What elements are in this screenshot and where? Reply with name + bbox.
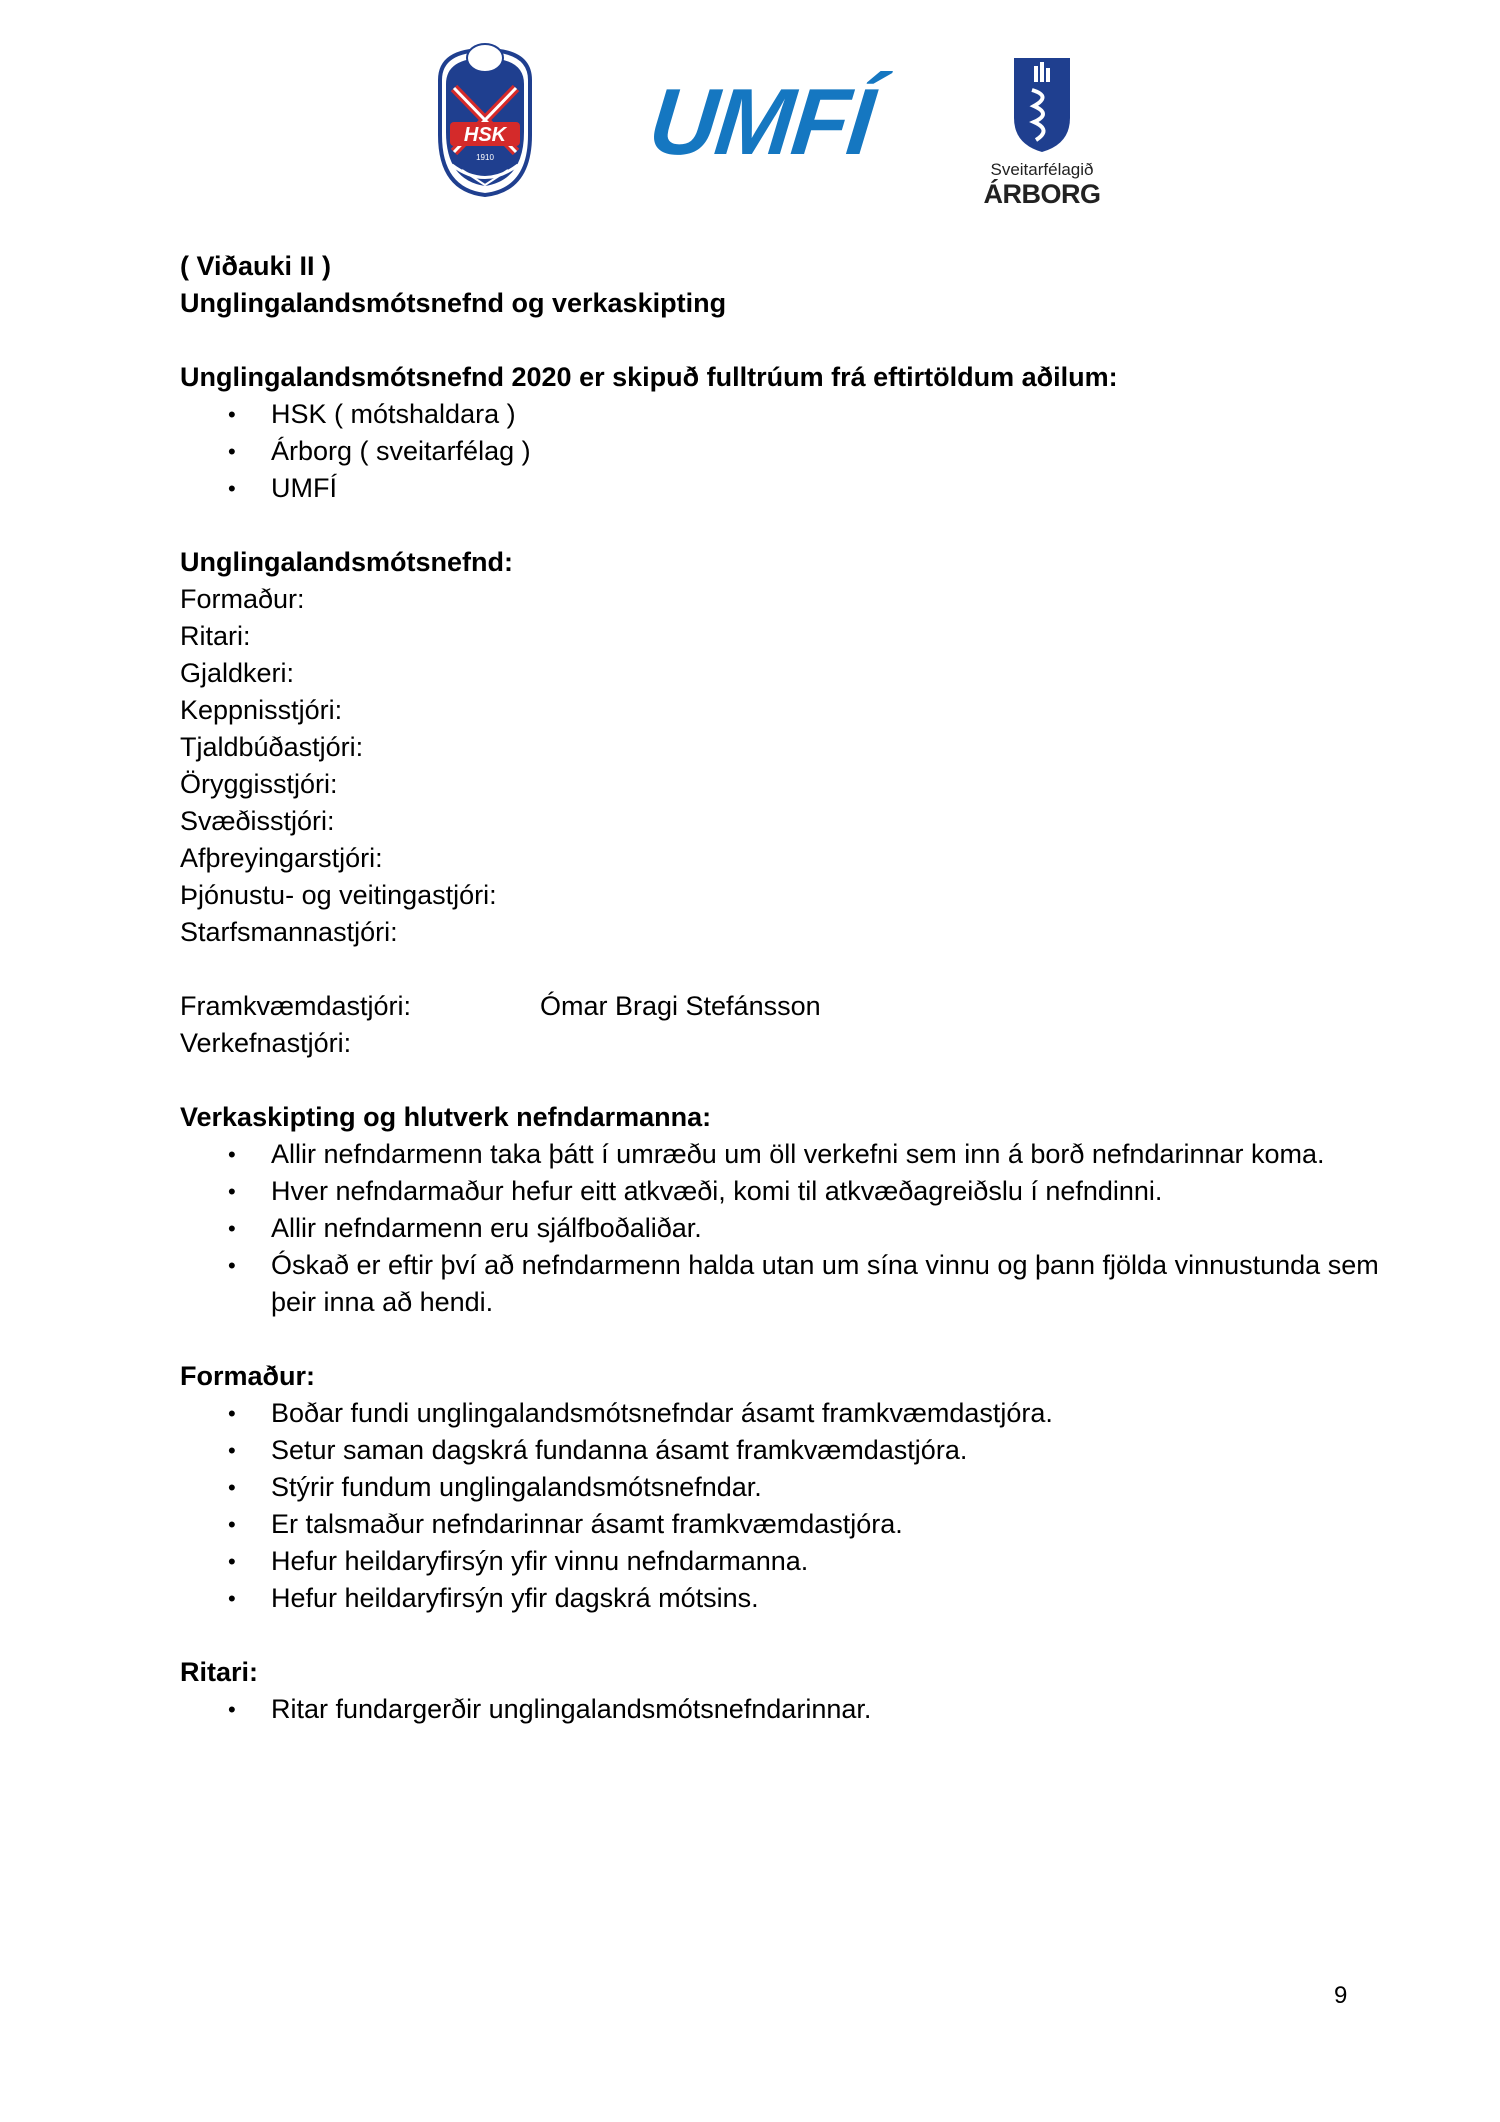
arborg-logo-small-text: Sveitarfélagið	[990, 160, 1094, 179]
bullet-icon: •	[228, 476, 236, 501]
role-label: Ritari:	[180, 621, 251, 651]
secretary-heading: Ritari:	[180, 1657, 259, 1687]
bullet-icon: •	[228, 1697, 236, 1722]
bullet-icon: •	[228, 1253, 236, 1278]
role-label: Þjónustu- og veitingastjóri:	[180, 880, 497, 910]
arborg-logo-big-text: ÁRBORG	[983, 179, 1101, 209]
composition-list	[180, 396, 1380, 507]
project-manager-label: Verkefnastjóri:	[180, 1028, 352, 1058]
list-item: • HSK ( mótshaldara )	[180, 396, 1380, 433]
arborg-logo	[980, 56, 1104, 209]
director-name: Ómar Bragi Stefánsson	[540, 991, 821, 1021]
bullet-icon: •	[228, 1475, 236, 1500]
hsk-logo-text	[432, 40, 538, 200]
secretary-list	[180, 1691, 1380, 1728]
role-label: Starfsmannastjóri:	[180, 917, 398, 947]
umfi-logo	[644, 69, 878, 174]
role-label: Gjaldkeri:	[180, 658, 295, 688]
bullet-icon: •	[228, 1216, 236, 1241]
arborg-shield-icon	[1012, 56, 1072, 154]
composition-heading: Unglingalandsmótsnefnd 2020 er skipuð fulltrúum frá eftirtöldum aðilum:	[180, 362, 1118, 392]
chair-list	[180, 1395, 1380, 1617]
bullet-icon: •	[228, 1549, 236, 1574]
appendix-label: ( Viðauki II )	[180, 251, 332, 281]
list-item: • Hefur heildaryfirsýn yfir vinnu nefndarmanna.	[180, 1543, 1380, 1580]
logo-bar	[0, 40, 1500, 210]
role-label: Tjaldbúðastjóri:	[180, 732, 364, 762]
role-label: Afþreyingarstjóri:	[180, 843, 383, 873]
director-row	[180, 988, 1380, 1025]
bullet-icon: •	[228, 1179, 236, 1204]
bullet-icon: •	[228, 1142, 236, 1167]
role-label: Keppnisstjóri:	[180, 695, 343, 725]
bullet-icon: •	[228, 1586, 236, 1611]
role-label: Öryggisstjóri:	[180, 769, 338, 799]
list-item: • Allir nefndarmenn eru sjálfboðaliðar.	[180, 1210, 1380, 1247]
list-item: • Óskað er eftir því að nefndarmenn halda utan um sína vinnu og þann fjölda vinnustunda sem þeir inna að hendi.	[180, 1247, 1391, 1321]
list-item: • Er talsmaður nefndarinnar ásamt framkvæmdastjóra.	[180, 1506, 1380, 1543]
role-label: Formaður:	[180, 584, 305, 614]
list-item: • Ritar fundargerðir unglingalandsmótsnefndarinnar.	[180, 1691, 1380, 1728]
hsk-logo-year: 1910	[476, 153, 494, 162]
chair-heading: Formaður:	[180, 1361, 315, 1391]
bullet-icon: •	[228, 1512, 236, 1537]
committee-heading: Unglingalandsmótsnefnd:	[180, 547, 513, 577]
list-item: • Allir nefndarmenn taka þátt í umræðu um öll verkefni sem inn á borð nefndarinnar koma.	[180, 1136, 1391, 1173]
bullet-icon: •	[228, 1438, 236, 1463]
list-item: • Stýrir fundum unglingalandsmótsnefndar.	[180, 1469, 1380, 1506]
page-number: 9	[1334, 1982, 1348, 2009]
list-item: • Árborg ( sveitarfélag )	[180, 433, 1380, 470]
role-label: Svæðisstjóri:	[180, 806, 335, 836]
duties-heading: Verkaskipting og hlutverk nefndarmanna:	[180, 1102, 712, 1132]
list-item: • Setur saman dagskrá fundanna ásamt framkvæmdastjóra.	[180, 1432, 1380, 1469]
director-label: Framkvæmdastjóri:	[180, 991, 412, 1021]
list-item: • UMFÍ	[180, 470, 1380, 507]
umfi-logo-text: UMFÍ	[644, 69, 878, 174]
page-title: Unglingalandsmótsnefnd og verkaskipting	[180, 288, 727, 318]
list-item: • Hver nefndarmaður hefur eitt atkvæði, komi til atkvæðagreiðslu í nefndinni.	[180, 1173, 1380, 1210]
bullet-icon: •	[228, 439, 236, 464]
hsk-logo-label: HSK	[463, 124, 507, 146]
bullet-icon: •	[228, 402, 236, 427]
duties-list	[180, 1136, 1380, 1321]
list-item: • Boðar fundi unglingalandsmótsnefndar ásamt framkvæmdastjóra.	[180, 1395, 1380, 1432]
list-item: • Hefur heildaryfirsýn yfir dagskrá mótsins.	[180, 1580, 1380, 1617]
document-body	[180, 248, 1380, 1728]
bullet-icon: •	[228, 1401, 236, 1426]
